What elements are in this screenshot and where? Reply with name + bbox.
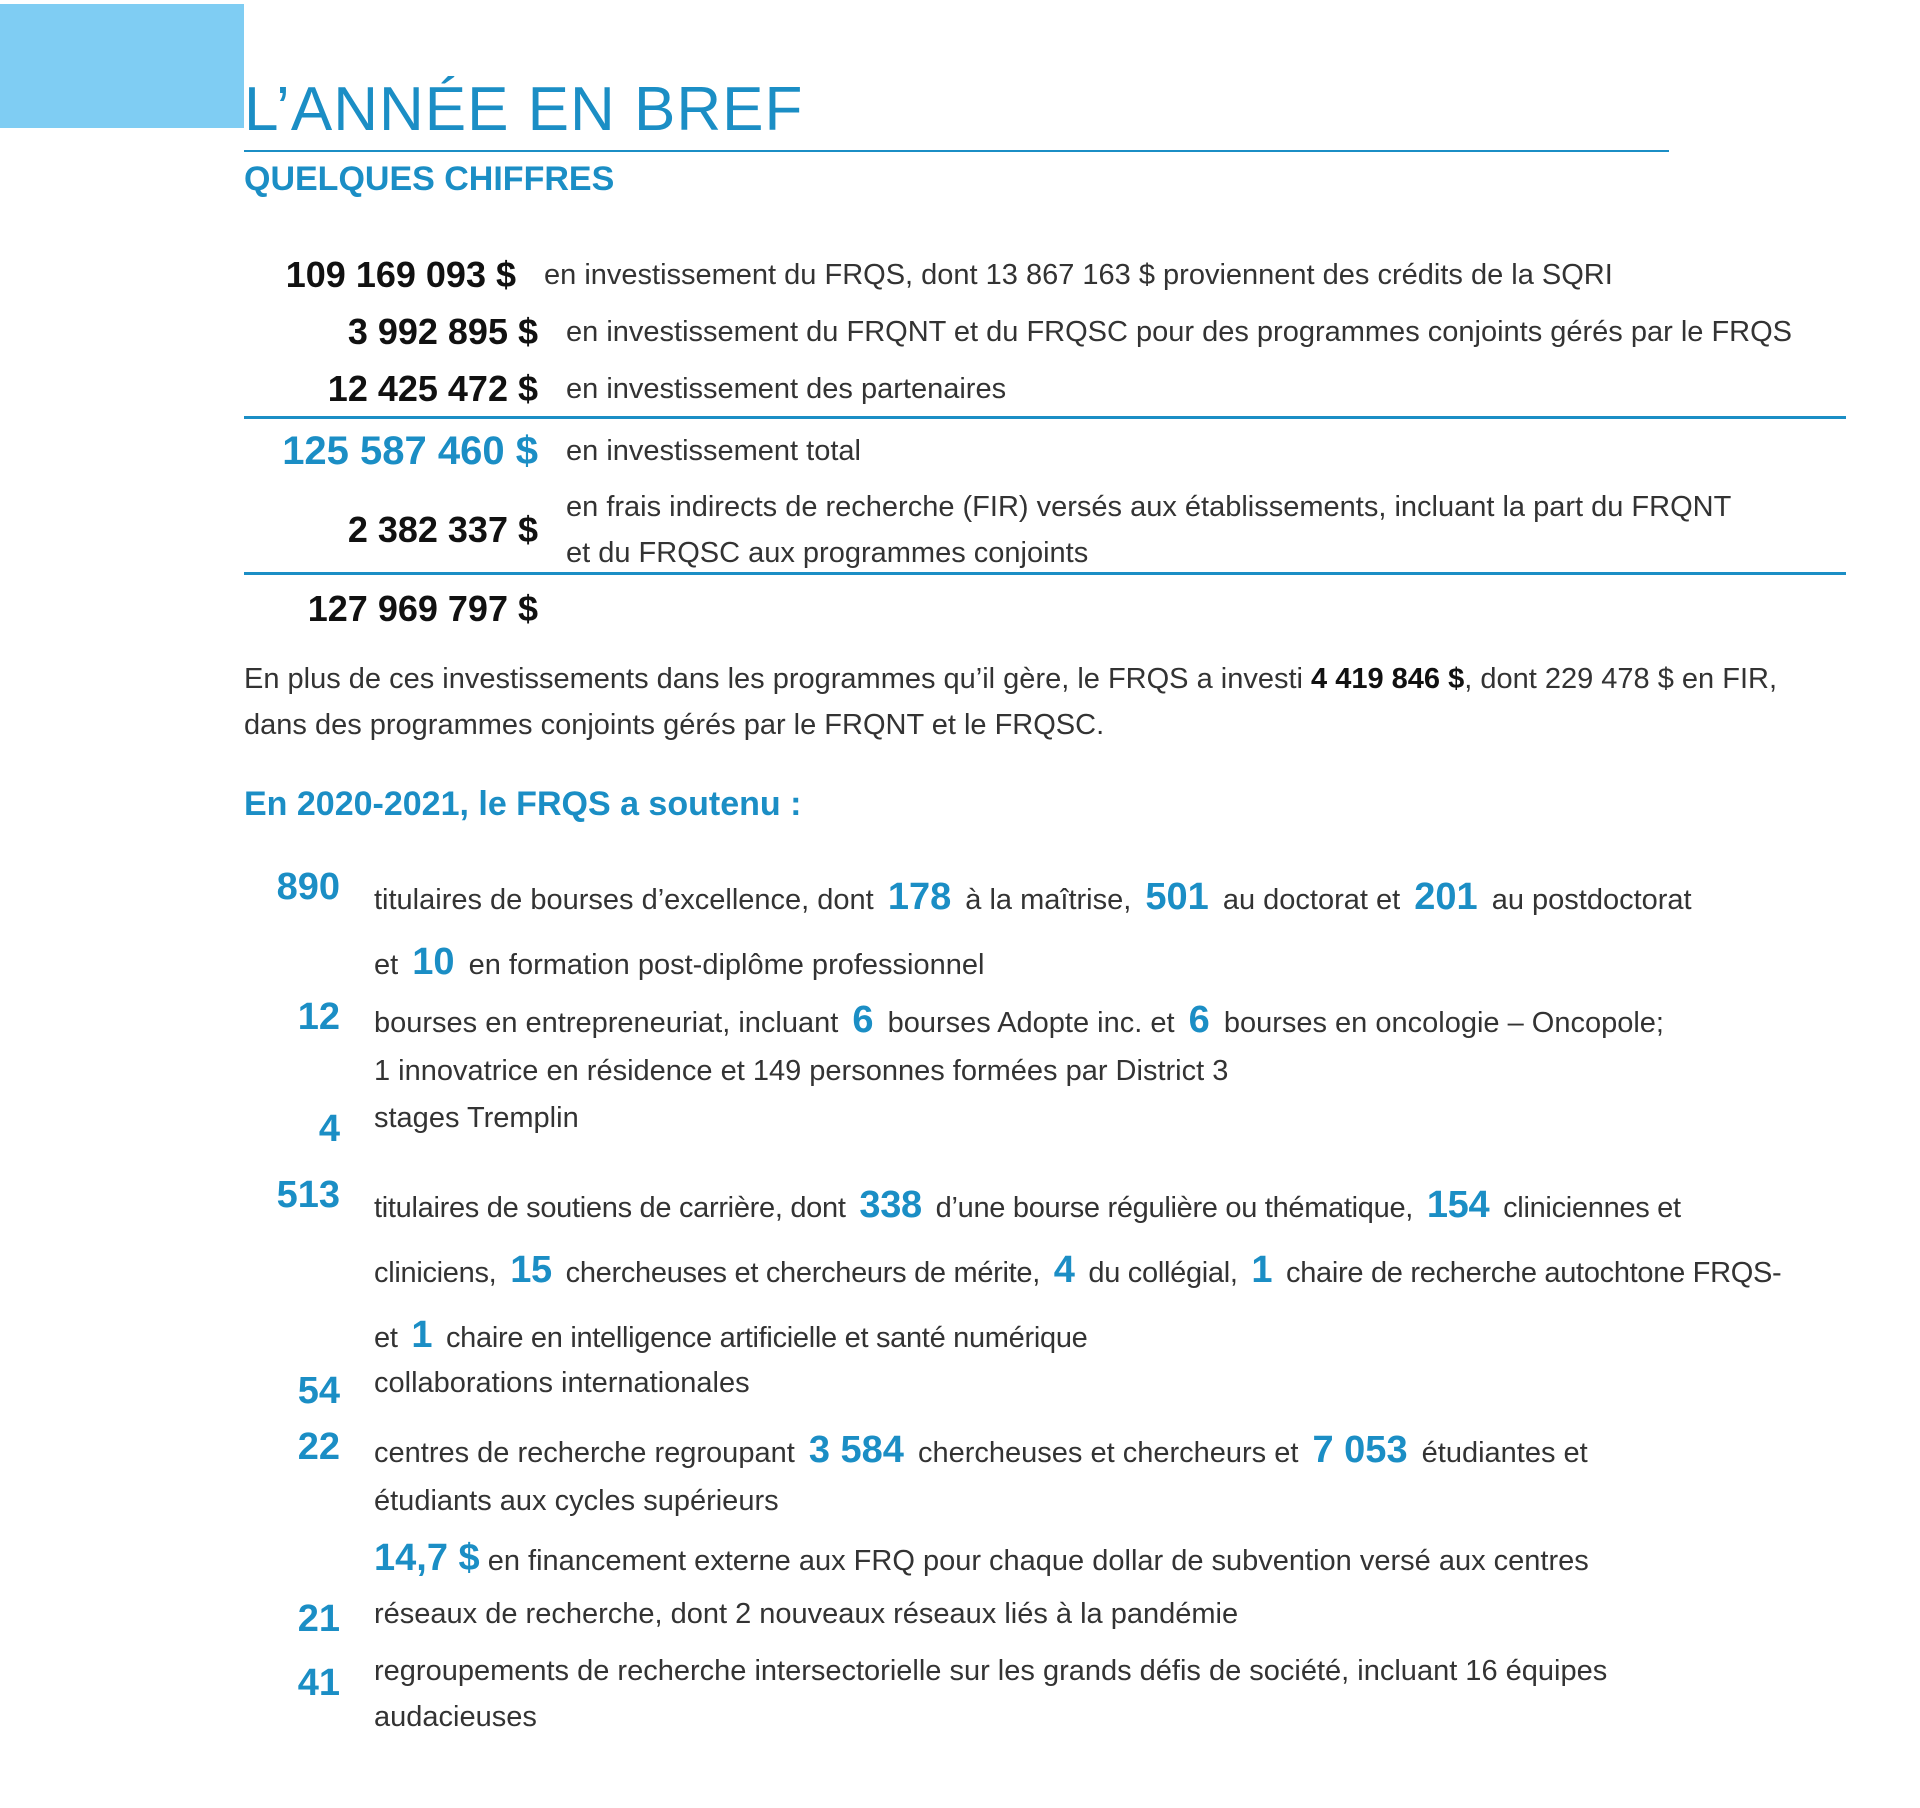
stat-subline bbox=[374, 1534, 1854, 1585]
stat-text: collaborations internationales bbox=[374, 1367, 750, 1399]
investment-amount: 2 382 337 $ bbox=[347, 509, 538, 550]
stat-text-part: titulaires de bourses d’excellence, dont bbox=[374, 884, 874, 916]
section-subtitle: QUELQUES CHIFFRES bbox=[244, 160, 615, 198]
stat-highlight: 1 bbox=[1251, 1249, 1273, 1291]
stat-text-part: centres de recherche regroupant bbox=[374, 1437, 795, 1469]
stat-text-part: du collégial, bbox=[1088, 1257, 1238, 1289]
investment-row-grand-total bbox=[244, 588, 1864, 630]
stat-text bbox=[374, 996, 1854, 1095]
stat-text-part: au doctorat et bbox=[1222, 884, 1401, 916]
stat-text-part: regroupements de recherche intersectorielle sur les grands défis de société, incluant 16 équipes bbox=[374, 1655, 1608, 1687]
investment-row bbox=[244, 252, 1864, 298]
stat-highlight: 3 584 bbox=[808, 1429, 904, 1471]
investment-total-amount: 125 587 460 $ bbox=[282, 428, 538, 473]
investment-description: en investissement total bbox=[566, 435, 861, 467]
investment-description bbox=[566, 484, 1731, 576]
support-heading: En 2020-2021, le FRQS a soutenu : bbox=[244, 785, 802, 823]
investment-row-total bbox=[244, 428, 1864, 474]
grand-total-amount: 127 969 797 $ bbox=[307, 588, 538, 629]
stat-text-part: et bbox=[374, 1322, 398, 1354]
stat-number: 513 bbox=[276, 1174, 340, 1216]
corner-accent-block bbox=[0, 4, 244, 128]
stat-number: 4 bbox=[318, 1108, 340, 1150]
stat-text: stages Tremplin bbox=[374, 1102, 579, 1134]
stat-highlight: 10 bbox=[412, 941, 455, 983]
description-line: en frais indirects de recherche (FIR) versés aux établissements, incluant la part du FRQNT bbox=[566, 491, 1732, 523]
stat-text-part: et bbox=[374, 949, 399, 981]
stat-text: réseaux de recherche, dont 2 nouveaux réseaux liés à la pandémie bbox=[374, 1598, 1239, 1630]
stat-text-part: cliniciens, bbox=[374, 1257, 497, 1289]
stat-text-part: bourses en oncologie – Oncopole; bbox=[1223, 1007, 1664, 1039]
stat-highlight: 6 bbox=[1188, 999, 1210, 1041]
investment-amount: 109 169 093 $ bbox=[285, 254, 516, 295]
investment-row-fir bbox=[244, 484, 1864, 576]
stat-text-part: 1 innovatrice en résidence et 149 personnes formées par District 3 bbox=[374, 1055, 1229, 1087]
stat-text bbox=[374, 1174, 1854, 1369]
stat-text bbox=[374, 1648, 1854, 1740]
stat-text-part: titulaires de soutiens de carrière, dont bbox=[374, 1192, 846, 1224]
description-line: et du FRQSC aux programmes conjoints bbox=[566, 537, 1089, 569]
total-divider bbox=[244, 572, 1846, 575]
stat-text bbox=[374, 866, 1854, 996]
stat-text-part: audacieuses bbox=[374, 1701, 537, 1733]
title-divider bbox=[244, 150, 1669, 152]
summary-paragraph bbox=[244, 656, 1824, 748]
investment-row bbox=[244, 309, 1864, 355]
stat-highlight: 178 bbox=[887, 876, 952, 918]
stat-highlight: 201 bbox=[1414, 876, 1478, 918]
stat-text-part: en financement externe aux FRQ pour chaque dollar de subvention versé aux centres bbox=[487, 1545, 1589, 1577]
stat-text-part: chercheuses et chercheurs et bbox=[917, 1437, 1299, 1469]
stat-text-part: bourses Adopte inc. et bbox=[887, 1007, 1175, 1039]
investment-description: en investissement des partenaires bbox=[566, 373, 1007, 405]
stat-number: 890 bbox=[276, 866, 340, 908]
stat-number: 12 bbox=[297, 996, 340, 1038]
stat-text-part: à la maîtrise, bbox=[965, 884, 1132, 916]
investment-amount: 12 425 472 $ bbox=[327, 368, 538, 409]
stat-highlight: 154 bbox=[1426, 1184, 1490, 1226]
stat-text-part: chercheuses et chercheurs de mérite, bbox=[565, 1257, 1041, 1289]
stat-highlight: 1 bbox=[411, 1314, 433, 1356]
stat-highlight: 501 bbox=[1145, 876, 1209, 918]
stat-text-part: chaire en intelligence artificielle et santé numérique bbox=[445, 1322, 1088, 1354]
investment-description: en investissement du FRQS, dont 13 867 163 $ proviennent des crédits de la SQRI bbox=[544, 259, 1613, 291]
stat-text-part: chaire de recherche autochtone FRQS- bbox=[1286, 1257, 1782, 1289]
stat-text-part: bourses en entrepreneuriat, incluant bbox=[374, 1007, 839, 1039]
stat-text-part: au postdoctorat bbox=[1491, 884, 1692, 916]
investment-row bbox=[244, 366, 1864, 412]
paragraph-text: En plus de ces investissements dans les programmes qu’il gère, le FRQS a investi bbox=[244, 663, 1303, 695]
stat-highlight: 4 bbox=[1053, 1249, 1075, 1291]
stat-number: 54 bbox=[297, 1370, 340, 1412]
stat-highlight: 6 bbox=[852, 999, 874, 1041]
stat-text bbox=[374, 1426, 1854, 1525]
stat-text-part: étudiantes et bbox=[1421, 1437, 1588, 1469]
investment-amount: 3 992 895 $ bbox=[347, 311, 538, 352]
investment-description: en investissement du FRQNT et du FRQSC pour des programmes conjoints gérés par le FRQS bbox=[566, 316, 1793, 348]
stat-text-part: d’une bourse régulière ou thématique, bbox=[935, 1192, 1414, 1224]
paragraph-bold-amount: 4 419 846 $ bbox=[1311, 663, 1465, 695]
paragraph-text: , dont 229 478 $ en FIR, dans des programmes conjoints gérés par le FRQNT et le FRQSC. bbox=[244, 663, 1778, 741]
stat-text-part: cliniciennes et bbox=[1503, 1192, 1681, 1224]
stat-highlight: 7 053 bbox=[1312, 1429, 1408, 1471]
stat-highlight: 338 bbox=[859, 1184, 922, 1226]
stat-highlight: 14,7 $ bbox=[374, 1537, 480, 1579]
stat-number: 21 bbox=[297, 1598, 340, 1640]
subtotal-divider bbox=[244, 416, 1846, 419]
page-title: L’ANNÉE EN BREF bbox=[244, 75, 804, 144]
stat-text-part: en formation post-diplôme professionnel bbox=[468, 949, 985, 981]
stat-text-part: étudiants aux cycles supérieurs bbox=[374, 1485, 779, 1517]
stat-number: 22 bbox=[297, 1426, 340, 1468]
stat-highlight: 15 bbox=[510, 1249, 552, 1291]
stat-number: 41 bbox=[297, 1662, 340, 1704]
